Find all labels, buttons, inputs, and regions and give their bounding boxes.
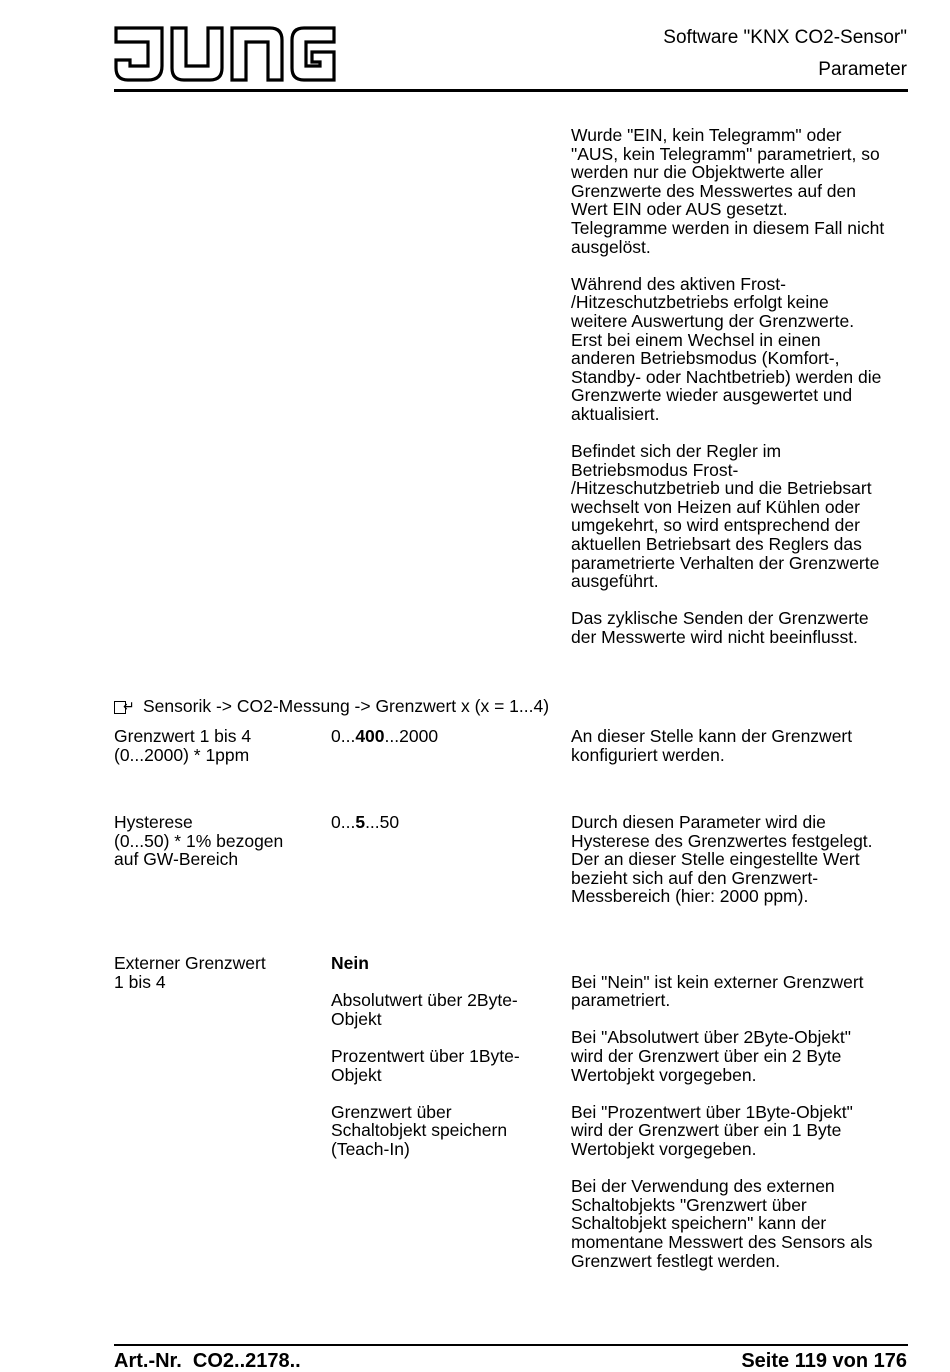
description-item: Bei "Nein" ist kein externer Grenzwert parametriert. [571,971,864,1011]
document-title: Software "KNX CO2-Sensor" [663,27,907,48]
section-heading-text: Sensorik -> CO2-Messung -> Grenzwert x (x = 1...4) [143,696,550,716]
intro-paragraph: Das zyklische Senden der Grenzwerte der Messwerte wird nicht beeinflusst. [571,608,869,648]
option-default: Nein [331,953,369,973]
param-range-grenzwert: 0...400...2000 [331,726,439,746]
option-item: Prozentwert über 1Byte- Objekt [331,1045,520,1085]
option-item: Absolutwert über 2Byte- Objekt [331,990,518,1029]
param-name-hysterese: Hysterese (0...50) * 1% bezogen auf GW-Bereich [114,812,284,870]
param-description-externer-grenzwert [571,954,911,1289]
description-item: Bei "Prozentwert über 1Byte-Objekt" wird der Grenzwert über ein 1 Byte Wertobjekt vorgegeben. [571,1101,853,1159]
intro-text [571,126,911,665]
page-number: Seite 119 von 176 [741,1350,907,1372]
description-item: Bei "Absolutwert über 2Byte-Objekt" wird der Grenzwert über ein 2 Byte Wertobjekt vorgegeben. [571,1027,851,1085]
header-rule [114,89,908,92]
intro-paragraph: Wurde "EIN, kein Telegramm" oder "AUS, kein Telegramm" parametriert, so werden nur die Objektwerte aller Grenzwerte des Messwertes auf den Wert EIN oder AUS gesetzt. Telegramme werden in diesem Fall nicht ausgelöst. [571,125,885,257]
param-name-grenzwert: Grenzwert 1 bis 4 (0...2000) * 1ppm [114,726,252,765]
parameter-page-icon: ↵ [114,700,134,714]
section-heading [114,697,549,716]
default-value: 5 [355,812,366,832]
document-subtitle: Parameter [818,59,907,80]
param-description-hysterese: Durch diesen Parameter wird die Hysterese des Grenzwertes festgelegt. Der an dieser Stelle eingestellte Wert bezieht sich auf den Grenzwert- Messbereich (hier: 2000 ppm). [571,812,873,907]
intro-paragraph: Während des aktiven Frost- /Hitzeschutzbetriebs erfolgt keine weitere Auswertung der Grenzwerte. Erst bei einem Wechsel in einen anderen Betriebsmodus (Komfort-, Standby- oder Nachtbetrieb) werden die Grenzwerte wieder ausgewertet und aktualisiert. [571,273,882,424]
option-item: Grenzwert über Schaltobjekt speichern (Teach-In) [331,1101,508,1159]
param-options-externer-grenzwert [331,954,561,1177]
intro-paragraph: Befindet sich der Regler im Betriebsmodus Frost- /Hitzeschutzbetrieb und die Betriebsart wechselt von Heizen auf Kühlen oder umgekehrt, so wird entsprechend der aktuellen Betriebsart des Reglers das parametrierte Verhalten der Grenzwerte ausgeführt. [571,441,880,592]
param-name-externer-grenzwert: Externer Grenzwert 1 bis 4 [114,953,266,992]
description-item: Bei der Verwendung des externen Schaltobjekts "Grenzwert über Schaltobjekt speichern" kann der momentane Messwert des Sensors als Grenzwert festlegt werden. [571,1176,873,1271]
param-range-hysterese: 0...5...50 [331,812,400,832]
param-description-grenzwert: An dieser Stelle kann der Grenzwert konfiguriert werden. [571,726,853,765]
default-value: 400 [355,726,385,746]
footer-rule [114,1344,908,1346]
jung-logo [114,26,336,82]
article-number: Art.-Nr. CO2..2178.. [114,1350,301,1372]
